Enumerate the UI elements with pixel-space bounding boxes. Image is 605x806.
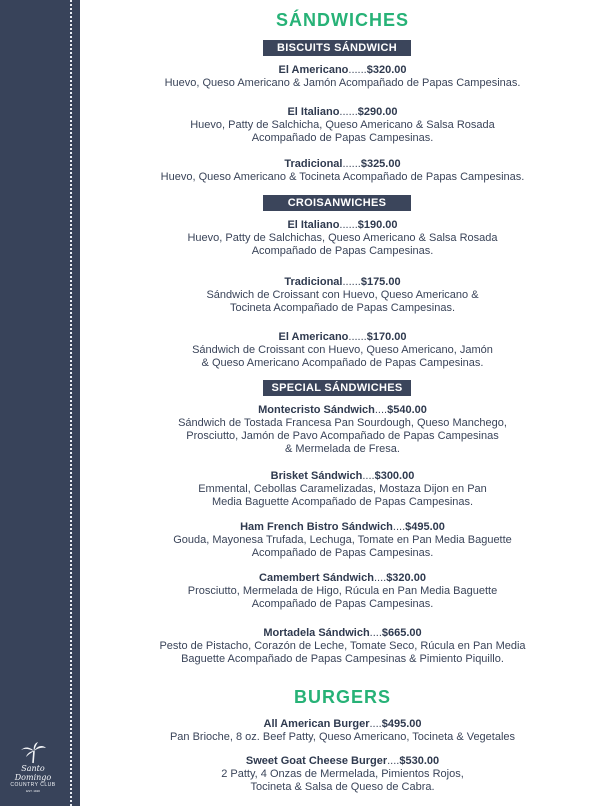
item-price: $495.00: [405, 521, 445, 533]
menu-item: Montecristo Sándwich....$540.00 Sándwich de Tostada Francesa Pan Sourdough, Queso Manchego, Prosciutto, Jamón de Pavo Acompañado de Papas Campesinas & Mermelada de Fresa.: [80, 404, 605, 456]
item-description: Sándwich de Croissant con Huevo, Queso Americano, Jamón: [192, 344, 493, 356]
menu-item: Mortadela Sándwich....$665.00 Pesto de Pistacho, Corazón de Leche, Tomate Seco, Rúcula en Pan Media Baguette Acompañado de Papas Campesinas & Pimiento Piquillo.: [80, 627, 605, 666]
subheader-biscuits: BISCUITS SÁNDWICH: [263, 40, 411, 56]
item-price: $540.00: [387, 404, 427, 416]
item-price: $325.00: [360, 158, 401, 170]
item-description: Huevo, Queso Americano & Tocineta Acompañado de Papas Campesinas.: [160, 171, 525, 183]
item-name: Camembert Sándwich: [259, 572, 374, 584]
stitch-divider: [70, 0, 72, 806]
item-price: $170.00: [366, 331, 407, 343]
item-name: Tradicional: [284, 158, 343, 170]
menu-item: El Italiano......$190.00 Huevo, Patty de Salchichas, Queso Americano & Salsa Rosada Acompañado de Papas Campesinas.: [80, 219, 605, 258]
menu-item: Tradicional......$175.00 Sándwich de Croissant con Huevo, Queso Americano & Tocineta Acompañado de Papas Campesinas.: [80, 276, 605, 315]
item-name: El Americano: [278, 64, 349, 76]
item-price: $530.00: [399, 755, 440, 767]
logo-est: EST. 1920: [26, 789, 40, 793]
item-description: Pan Brioche, 8 oz. Beef Patty, Queso Americano, Tocineta & Vegetales: [169, 731, 516, 743]
menu-content: [80, 0, 605, 806]
palm-tree-icon: [18, 742, 48, 764]
item-description: Acompañado de Papas Campesinas.: [251, 547, 434, 559]
subheader-croisanwiches: CROISANWICHES: [263, 195, 411, 211]
item-description: 2 Patty, 4 Onzas de Mermelada, Pimientos Rojos,: [221, 768, 464, 780]
item-price: $290.00: [357, 106, 398, 118]
item-name: Ham French Bistro Sándwich: [240, 521, 393, 533]
item-description: Prosciutto, Mermelada de Higo, Rúcula en Pan Media Baguette: [187, 585, 498, 597]
item-description: Tocineta & Salsa de Queso de Cabra.: [250, 781, 435, 793]
menu-item: All American Burger....$495.00 Pan Brioche, 8 oz. Beef Patty, Queso Americano, Tocineta & Vegetales: [80, 718, 605, 744]
menu-item: Camembert Sándwich....$320.00 Prosciutto, Mermelada de Higo, Rúcula en Pan Media Baguette Acompañado de Papas Campesinas.: [80, 572, 605, 611]
item-price: $665.00: [381, 627, 422, 639]
item-name: Sweet Goat Cheese Burger: [245, 755, 388, 767]
item-name: Montecristo Sándwich: [258, 404, 375, 416]
subheader-special: SPECIAL SÁNDWICHES: [263, 380, 411, 396]
item-name: El Italiano: [287, 106, 340, 118]
item-description: Baguette Acompañado de Papas Campesinas & Pimiento Piquillo.: [181, 653, 504, 665]
item-description: Acompañado de Papas Campesinas.: [251, 598, 434, 610]
section-title-burgers: BURGERS: [293, 687, 391, 707]
item-description: Acompañado de Papas Campesinas.: [251, 245, 434, 257]
item-description: Sándwich de Tostada Francesa Pan Sourdough, Queso Manchego,: [178, 417, 507, 429]
item-description: Acompañado de Papas Campesinas.: [251, 132, 434, 144]
item-price: $320.00: [386, 572, 426, 584]
menu-item: Tradicional......$325.00 Huevo, Queso Americano & Tocineta Acompañado de Papas Campesinas.: [80, 158, 605, 184]
item-name: All American Burger: [263, 718, 370, 730]
item-description: Prosciutto, Jamón de Pavo Acompañado de Papas Campesinas: [186, 430, 499, 442]
item-name: Mortadela Sándwich: [263, 627, 370, 639]
menu-item: El Italiano......$290.00 Huevo, Patty de Salchicha, Queso Americano & Salsa Rosada Acompañado de Papas Campesinas.: [80, 106, 605, 145]
item-description: Tocineta Acompañado de Papas Campesinas.: [229, 302, 456, 314]
menu-item: Sweet Goat Cheese Burger....$530.00 2 Patty, 4 Onzas de Mermelada, Pimientos Rojos, Tocineta & Salsa de Queso de Cabra.: [80, 755, 605, 794]
menu-item: Ham French Bistro Sándwich....$495.00 Gouda, Mayonesa Trufada, Lechuga, Tomate en Pan Media Baguette Acompañado de Papas Campesinas.: [80, 521, 605, 560]
item-description: Huevo, Patty de Salchicha, Queso Americano & Salsa Rosada: [190, 119, 495, 131]
menu-item: El Americano......$170.00 Sándwich de Croissant con Huevo, Queso Americano, Jamón & Queso Americano Acompañado de Papas Campesinas.: [80, 331, 605, 370]
item-description: Huevo, Queso Americano & Jamón Acompañado de Papas Campesinas.: [164, 77, 521, 89]
item-description: Pesto de Pistacho, Corazón de Leche, Tomate Seco, Rúcula en Pan Media: [159, 640, 526, 652]
item-price: $320.00: [366, 64, 407, 76]
item-price: $495.00: [381, 718, 422, 730]
sidebar-panel: [0, 0, 80, 806]
item-price: $300.00: [374, 470, 415, 482]
item-name: El Italiano: [287, 219, 340, 231]
item-description: Gouda, Mayonesa Trufada, Lechuga, Tomate en Pan Media Baguette: [173, 534, 512, 546]
logo-name: COUNTRY CLUB: [10, 782, 56, 788]
item-price: $190.00: [357, 219, 398, 231]
menu-item: El Americano......$320.00 Huevo, Queso Americano & Jamón Acompañado de Papas Campesinas.: [80, 64, 605, 90]
item-description: Huevo, Patty de Salchichas, Queso Americano & Salsa Rosada: [187, 232, 498, 244]
item-description: Sándwich de Croissant con Huevo, Queso Americano &: [206, 289, 479, 301]
item-name: El Americano: [278, 331, 349, 343]
item-price: $175.00: [360, 276, 401, 288]
section-title-sandwiches: SÁNDWICHES: [275, 10, 409, 30]
item-description: Media Baguette Acompañado de Papas Campesinas.: [211, 496, 474, 508]
menu-item: Brisket Sándwich....$300.00 Emmental, Cebollas Caramelizadas, Mostaza Dijon en Pan Media Baguette Acompañado de Papas Campesinas.: [80, 470, 605, 509]
item-description: & Queso Americano Acompañado de Papas Campesinas.: [201, 357, 484, 369]
item-description: & Mermelada de Fresa.: [285, 443, 400, 455]
item-name: Brisket Sándwich: [270, 470, 363, 482]
item-description: Emmental, Cebollas Caramelizadas, Mostaza Dijon en Pan: [198, 483, 487, 495]
item-name: Tradicional: [284, 276, 343, 288]
logo-script: Santo Domingo: [14, 764, 52, 782]
club-logo: [2, 742, 64, 793]
